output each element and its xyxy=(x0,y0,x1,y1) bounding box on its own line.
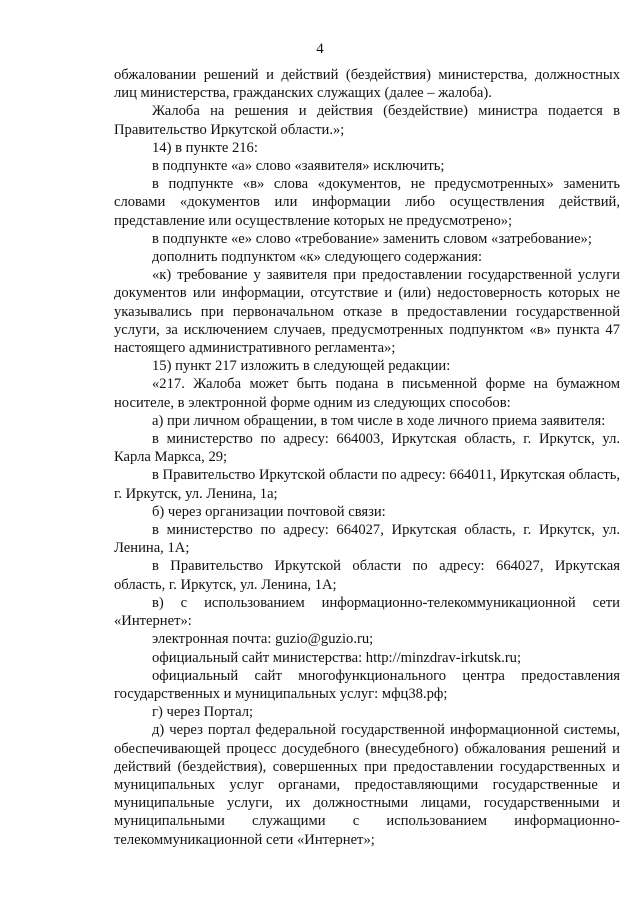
paragraph-p17: в) с использованием информационно-телекоммуникационной сети «Интернет»: xyxy=(114,594,620,630)
paragraph-p07: дополнить подпунктом «к» следующего содержания: xyxy=(152,249,483,266)
paragraph-p04: в подпункте «а» слово «заявителя» исключить; xyxy=(152,158,445,175)
paragraph-p14: б) через организации почтовой связи: xyxy=(152,503,386,520)
document-body xyxy=(114,66,620,849)
paragraph-p03: 14) в пункте 216: xyxy=(152,139,258,156)
paragraph-p11: а) при личном обращении, в том числе в ходе личного приема заявителя: xyxy=(152,412,606,429)
paragraph-p12: в министерство по адресу: 664003, Иркутская область, г. Иркутск, ул. Карла Маркса, 29; xyxy=(114,431,620,466)
paragraph-p10: «217. Жалоба может быть подана в письменной форме на бумажном носителе, в электронной форме одним из следующих способов: xyxy=(114,376,620,411)
paragraph-p02: Жалоба на решения и действия (бездействие) министра подается в Правительство Иркутской области.»; xyxy=(114,103,620,138)
paragraph-p01: обжаловании решений и действий (бездействия) министерства, должностных лиц министерства, гражданских служащих (далее – жалоба). xyxy=(114,67,620,102)
paragraph-p20: официальный сайт многофункционального центра предоставления государственных и муниципальных услуг: мфц38.рф; xyxy=(114,667,620,702)
paragraph-p05: в подпункте «в» слова «документов, не предусмотренных» заменить словами «документов или информации либо осуществления действий, представление или осуществление которых не предусмотрено»; xyxy=(114,176,620,229)
paragraph-p08: «к) требование у заявителя при предоставлении государственной услуги документов или информации, отсутствие и (или) недостоверность которых не указывались при первоначальном отказе в предоставлении государственной услуги, за исключением случаев, предусмотренных подпунктом «в» пункта 47 настоящего административного регламента»; xyxy=(114,267,620,357)
paragraph-p19: официальный сайт министерства: http://minzdrav-irkutsk.ru; xyxy=(152,649,522,666)
paragraph-p15: в министерство по адресу: 664027, Иркутская область, г. Иркутск, ул. Ленина, 1А; xyxy=(114,522,620,557)
paragraph-p13: в Правительство Иркутской области по адресу: 664011, Иркутская область, г. Иркутск, ул. Ленина, 1а; xyxy=(114,467,620,502)
paragraph-p06: в подпункте «е» слово «требование» заменить словом «затребование»; xyxy=(152,230,592,247)
paragraph-p16: в Правительство Иркутской области по адресу: 664027, Иркутская область, г. Иркутск, ул. Ленина, 1А; xyxy=(114,558,620,593)
paragraph-p22: д) через портал федеральной государственной информационной системы, обеспечивающей процесс досудебного (внесудебного) обжалования решений и действий (бездействия), совершенных при предоставлении государственных и муниципальных услуг органами, предоставляющими государственные и муниципальные услуги, их должностными лицами, государственными и муниципальными служащими с использованием информационно-телекоммуникационной сети «Интернет»; xyxy=(114,722,620,848)
page-number: 4 xyxy=(316,41,324,57)
paragraph-p09: 15) пункт 217 изложить в следующей редакции: xyxy=(152,358,451,375)
paragraph-p21: г) через Портал; xyxy=(152,704,254,721)
paragraph-p18: электронная почта: guzio@guzio.ru; xyxy=(152,631,374,648)
